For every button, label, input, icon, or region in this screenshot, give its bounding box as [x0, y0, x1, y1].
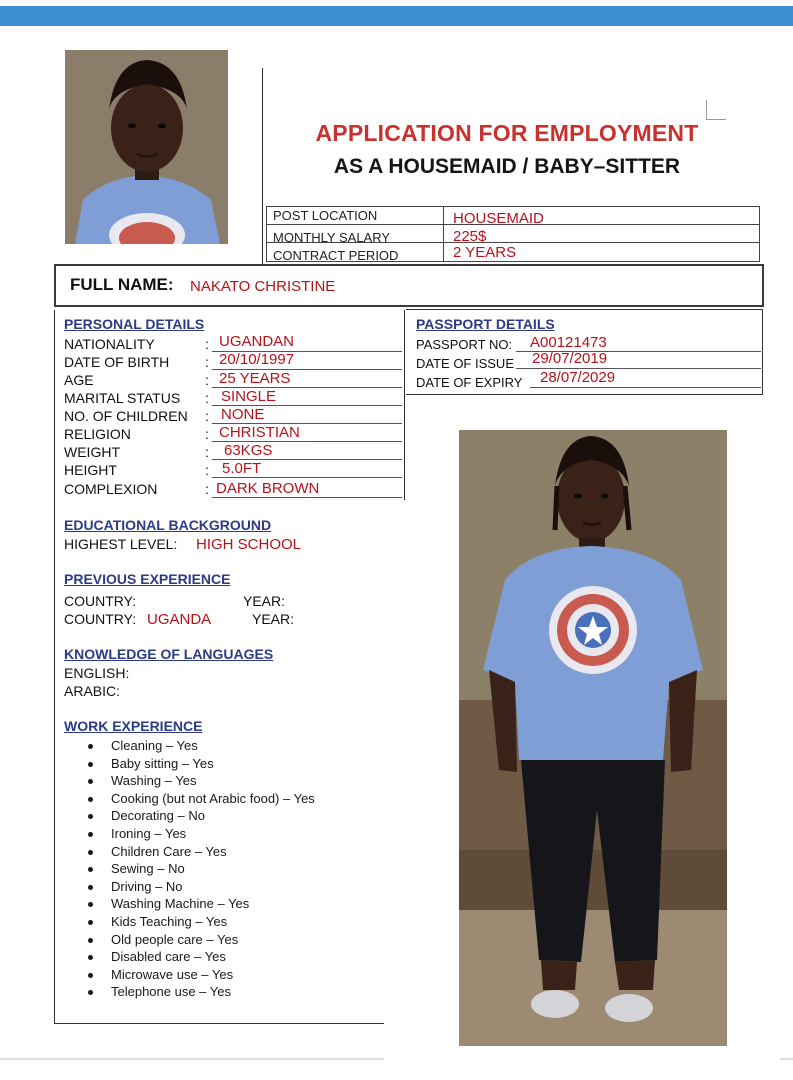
- nationality-label: NATIONALITY: [64, 336, 155, 352]
- passport-no-value: A00121473: [530, 334, 607, 351]
- education-heading: EDUCATIONAL BACKGROUND: [64, 517, 272, 533]
- date-of-issue-label: DATE OF ISSUE: [416, 356, 514, 371]
- previous-experience-heading: PREVIOUS EXPERIENCE: [64, 571, 231, 587]
- post-location-value: HOUSEMAID: [453, 210, 544, 227]
- left-panel-border-bottom: [54, 1023, 384, 1024]
- nationality-value: UGANDAN: [219, 333, 295, 350]
- list-item: Old people care – Yes: [88, 931, 315, 949]
- list-item: Kids Teaching – Yes: [88, 913, 315, 931]
- complexion-value: DARK BROWN: [216, 480, 320, 497]
- post-row-salary: [267, 225, 759, 243]
- passport-box-bottom: [406, 394, 763, 395]
- country-value: UGANDA: [147, 611, 212, 628]
- weight-value: 63KGS: [224, 442, 273, 459]
- page-title: APPLICATION FOR EMPLOYMENT: [315, 120, 699, 146]
- children-label: NO. OF CHILDREN: [64, 408, 188, 424]
- age-value: 25 YEARS: [219, 370, 291, 387]
- bottom-rule-left: [0, 1058, 384, 1060]
- religion-label: RELIGION: [64, 426, 131, 442]
- underline: [212, 497, 402, 498]
- corner-mark: [706, 100, 726, 120]
- monthly-salary-label: MONTHLY SALARY: [273, 230, 391, 245]
- post-row-contract: [267, 243, 759, 261]
- year-label: YEAR:: [243, 593, 286, 609]
- list-item: Cooking (but not Arabic food) – Yes: [88, 790, 315, 808]
- work-experience-list: [88, 737, 315, 1001]
- top-accent-bar: [0, 6, 793, 26]
- date-of-expiry-label: DATE OF EXPIRY: [416, 375, 523, 390]
- colon: :: [205, 336, 209, 352]
- passport-box-right: [762, 309, 763, 395]
- passport-details-heading: PASSPORT DETAILS: [416, 316, 555, 332]
- children-value: NONE: [221, 406, 265, 423]
- full-body-photo: [459, 430, 727, 1046]
- colon: :: [205, 481, 209, 497]
- list-item: Washing – Yes: [88, 772, 315, 790]
- list-item: Children Care – Yes: [88, 843, 315, 861]
- list-item: Telephone use – Yes: [88, 983, 315, 1001]
- contract-period-label: CONTRACT PERIOD: [273, 248, 399, 263]
- highest-level-value: HIGH SCHOOL: [196, 536, 302, 553]
- date-of-birth-label: DATE OF BIRTH: [64, 354, 170, 370]
- colon: :: [205, 444, 209, 460]
- list-item: Washing Machine – Yes: [88, 895, 315, 913]
- list-item: Sewing – No: [88, 860, 315, 878]
- passport-box-top: [406, 309, 763, 310]
- colon: :: [205, 462, 209, 478]
- post-table: [266, 206, 760, 262]
- colon: :: [205, 408, 209, 424]
- left-panel-border-left: [54, 310, 55, 1024]
- religion-value: CHRISTIAN: [219, 424, 300, 441]
- list-item: Ironing – Yes: [88, 825, 315, 843]
- contract-period-value: 2 YEARS: [453, 244, 517, 261]
- bottom-rule-right: [780, 1058, 793, 1060]
- complexion-label: COMPLEXION: [64, 481, 158, 497]
- country-label: COUNTRY:: [64, 611, 137, 627]
- colon: :: [205, 426, 209, 442]
- list-item: Cleaning – Yes: [88, 737, 315, 755]
- full-name-value: NAKATO CHRISTINE: [190, 278, 336, 295]
- marital-status-value: SINGLE: [221, 388, 277, 405]
- colon: :: [205, 372, 209, 388]
- personal-details-heading: PERSONAL DETAILS: [64, 316, 205, 332]
- post-row-location: [267, 207, 759, 225]
- colon: :: [205, 354, 209, 370]
- colon: :: [205, 390, 209, 406]
- year-label: YEAR:: [252, 611, 295, 627]
- passport-no-label: PASSPORT NO:: [416, 337, 513, 352]
- age-label: AGE: [64, 372, 94, 388]
- underline: [212, 477, 402, 478]
- list-item: Driving – No: [88, 878, 315, 896]
- date-of-expiry-value: 28/07/2029: [540, 369, 616, 386]
- monthly-salary-value: 225$: [453, 228, 487, 245]
- list-item: Disabled care – Yes: [88, 948, 315, 966]
- height-value: 5.0FT: [222, 460, 262, 477]
- post-location-label: POST LOCATION: [273, 208, 378, 223]
- arabic-label: ARABIC:: [64, 683, 121, 699]
- left-panel-border-right: [404, 310, 405, 500]
- weight-label: WEIGHT: [64, 444, 120, 460]
- page-subtitle: AS A HOUSEMAID / BABY–SITTER: [333, 155, 681, 178]
- list-item: Decorating – No: [88, 807, 315, 825]
- full-name-label: FULL NAME:: [70, 275, 174, 294]
- highest-level-label: HIGHEST LEVEL:: [64, 536, 178, 552]
- date-of-birth-value: 20/10/1997: [219, 351, 295, 368]
- languages-heading: KNOWLEDGE OF LANGUAGES: [64, 646, 274, 662]
- marital-status-label: MARITAL STATUS: [64, 390, 181, 406]
- work-experience-heading: WORK EXPERIENCE: [64, 718, 203, 734]
- list-item: Microwave use – Yes: [88, 966, 315, 984]
- country-label: COUNTRY:: [64, 593, 137, 609]
- english-label: ENGLISH:: [64, 665, 130, 681]
- date-of-issue-value: 29/07/2019: [532, 350, 608, 367]
- height-label: HEIGHT: [64, 462, 117, 478]
- list-item: Baby sitting – Yes: [88, 755, 315, 773]
- full-name-box: [54, 264, 764, 307]
- portrait-photo: [65, 50, 228, 244]
- underline: [530, 387, 761, 388]
